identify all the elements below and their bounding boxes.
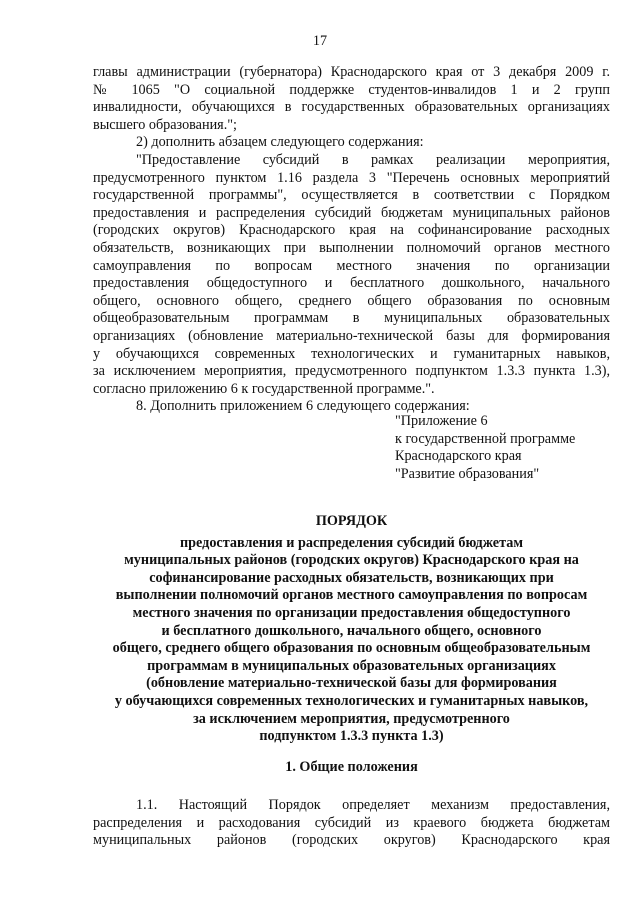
appendix-line: "Приложение 6 [395, 413, 488, 429]
text-line: предоставления и распределения субсидий бюджетам муниципальных районов [93, 204, 610, 221]
text-line: у обучающихся современных технологических и гуманитарных навыков, [93, 345, 610, 362]
text-line: общеобразовательным программам в муниципальных образовательных [93, 310, 610, 327]
text-line: главы администрации (губернатора) Краснодарского края от 3 декабря 2009 г. [93, 64, 610, 80]
text-line: высшего образования."; [93, 116, 237, 133]
amendment-text [93, 64, 610, 416]
text-line: № 1065 "О социальной поддержке студентов-инвалидов 1 и 2 групп [93, 81, 610, 98]
appendix-block [395, 413, 575, 483]
item-2: 2) дополнить абзацем следующего содержания: [136, 134, 424, 151]
section-heading: 1. Общие положения [285, 759, 418, 775]
text-line: муниципальных районов (городских округов) Краснодарского края [93, 832, 610, 849]
title-line: общего, среднего общего образования по основным общеобразовательным [112, 640, 591, 657]
text-line: общего, основного общего, среднего общего образования по основным [93, 292, 610, 309]
text-line: организациях (обновление материально-технической базы для формирования [93, 327, 610, 344]
title-line: подпунктом 1.3.3 пункта 1.3) [259, 728, 444, 745]
appendix-line: к государственной программе [395, 430, 576, 447]
item-8: 8. Дополнить приложением 6 следующего содержания: [136, 398, 470, 415]
text-line: предусмотренного пунктом 1.16 раздела 3 "Перечень основных мероприятий [93, 169, 610, 186]
text-line: за исключением мероприятия, предусмотренного подпунктом 1.3.3 пункта 1.3), [93, 363, 610, 380]
text-line: самоуправления по вопросам местного значения по организации [93, 257, 610, 274]
title-line: за исключением мероприятия, предусмотренного [193, 710, 510, 727]
appendix-line: Краснодарского края [395, 448, 522, 465]
title-line: программам в муниципальных образовательных организациях [147, 657, 556, 674]
title-line: (обновление материально-технической базы для формирования [146, 675, 557, 692]
text-line: распределения и расходования субсидий из краевого бюджета бюджетам [93, 814, 610, 831]
page-number: 17 [312, 33, 328, 49]
text-line: инвалидности, обучающихся в государственных образовательных организациях [93, 99, 610, 116]
title-line: софинансирование расходных обязательств, возникающих при [149, 569, 554, 586]
text-line: государственной программы", осуществляется в соответствии с Порядком [93, 187, 610, 204]
text-line: предоставления общедоступного и бесплатного дошкольного, начального [93, 275, 610, 292]
title-line: муниципальных районов (городских округов) Краснодарского края на [124, 552, 579, 569]
document-title: ПОРЯДОК [315, 513, 388, 529]
document-title-block [93, 513, 610, 746]
title-line: местного значения по организации предоставления общедоступного [132, 604, 571, 621]
title-line: предоставления и распределения субсидий бюджетам [179, 534, 523, 551]
appendix-line: "Развитие образования" [395, 465, 540, 482]
text-line: "Предоставление субсидий в рамках реализации мероприятия, [136, 151, 610, 168]
title-line: у обучающихся современных технологических и гуманитарных навыков, [114, 692, 589, 709]
text-line: (городских округов) Краснодарского края на софинансирование расходных [93, 222, 610, 239]
paragraph-1-1 [93, 797, 610, 850]
text-line: обязательств, возникающих при выполнении полномочий органов местного [93, 239, 610, 256]
title-line: и бесплатного дошкольного, начального общего, основного [161, 622, 542, 639]
text-line: согласно приложению 6 к государственной программе.". [93, 380, 435, 397]
text-line: 1.1. Настоящий Порядок определяет механизм предоставления, [136, 797, 610, 813]
title-line: выполнении полномочий органов местного самоуправления по вопросам [115, 587, 588, 604]
